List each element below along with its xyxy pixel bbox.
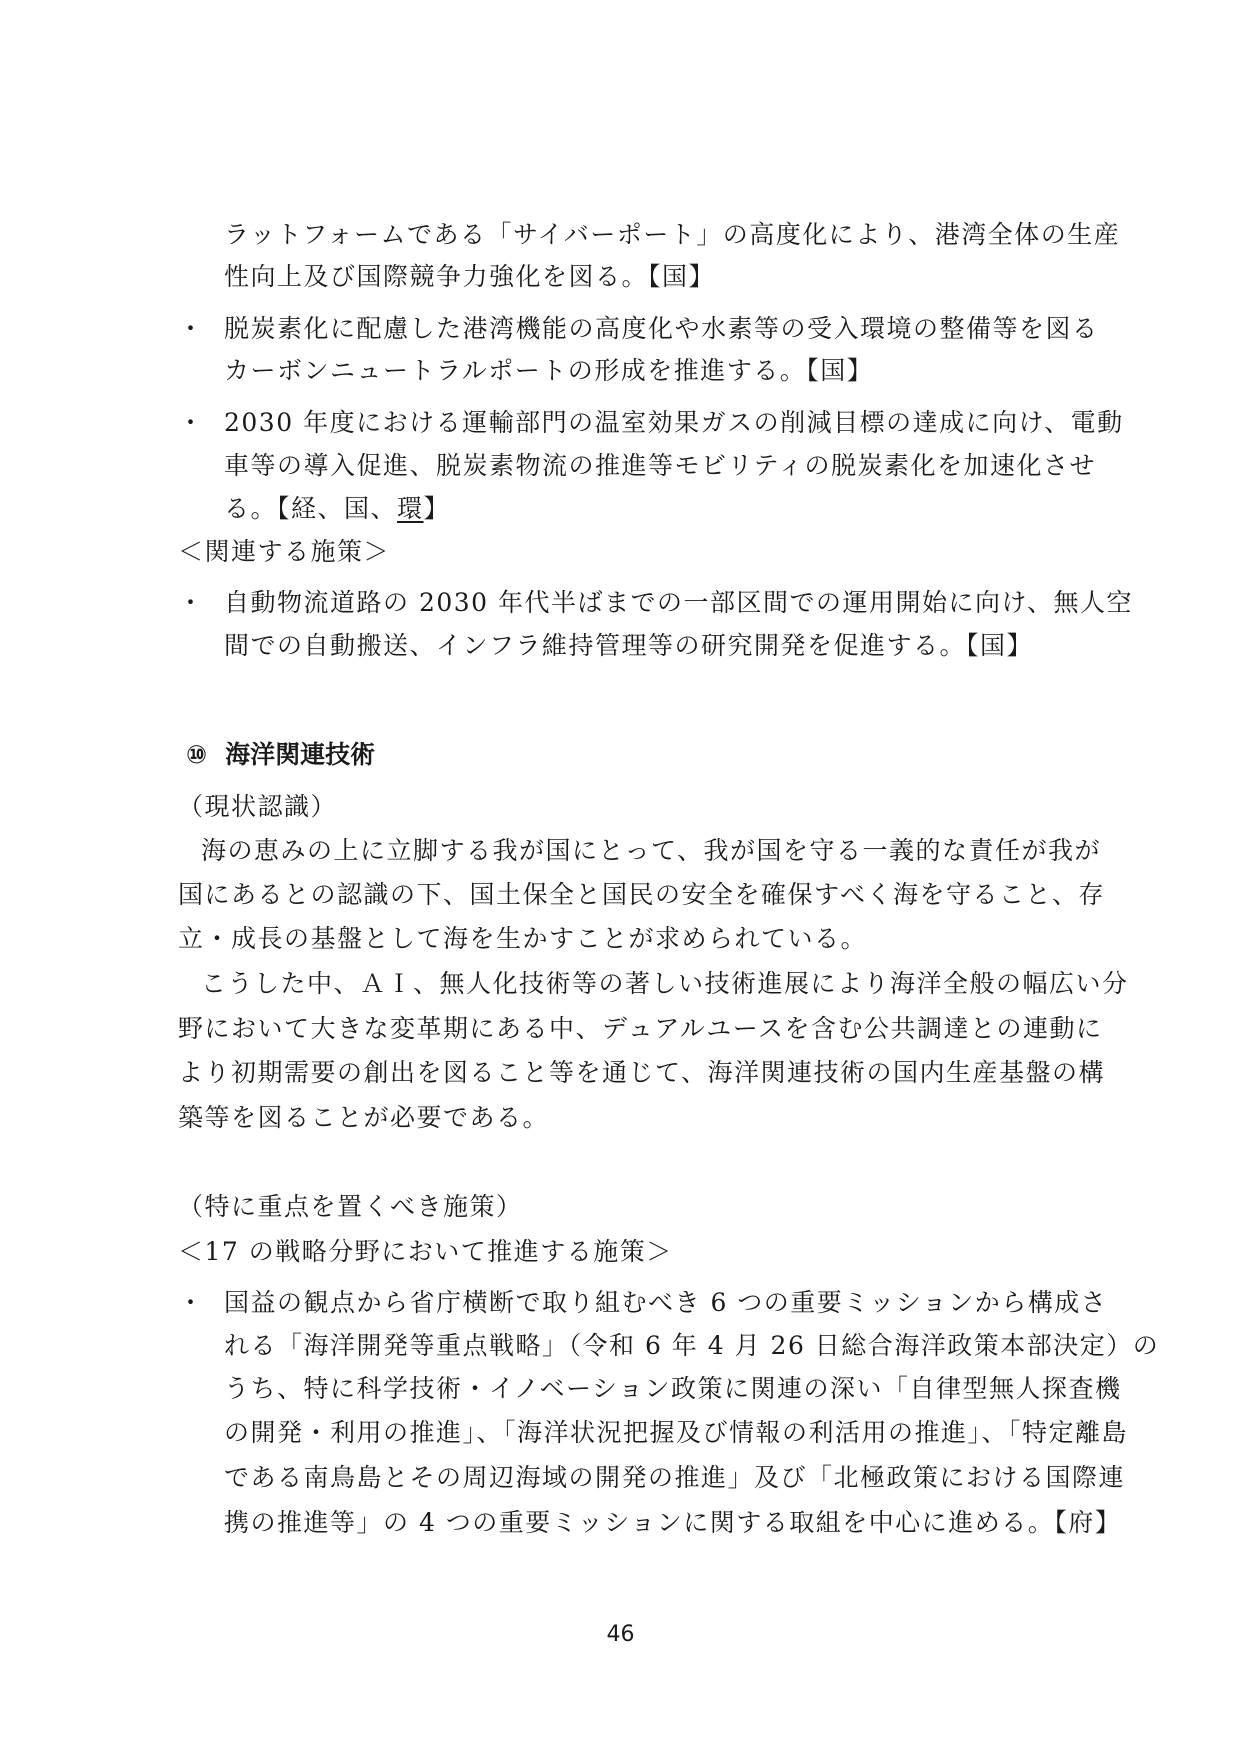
paragraph-line: 築等を図ることが必要である。 xyxy=(178,1103,550,1132)
text-line: 性向上及び国際競争力強化を図る。【国】 xyxy=(224,262,716,291)
subsection-label: ＜17 の戦略分野において推進する施策＞ xyxy=(178,1237,673,1266)
bullet-line: である南鳥島とその周辺海域の開発の推進」及び「北極政策における国際連 xyxy=(224,1463,1126,1492)
bullet-line: カーボンニュートラルポートの形成を推進する。【国】 xyxy=(224,356,874,385)
paragraph-line: 国にあるとの認識の下、国土保全と国民の安全を確保すべく海を守ること、存 xyxy=(178,880,1106,909)
paragraph-line: 海の恵みの上に立脚する我が国にとって、我が国を守る一義的な責任が我が xyxy=(201,836,1102,865)
paragraph-line: 野において大きな変革期にある中、デュアルユースを含む公共調達との連動に xyxy=(178,1014,1103,1043)
text-fragment: 】 xyxy=(423,494,451,523)
bullet-marker: ・ xyxy=(178,1288,205,1317)
bullet-line: れる「海洋開発等重点戦略」（令和 6 年 4 月 26 日総合海洋政策本部決定）の xyxy=(224,1331,1160,1360)
paragraph-line: 立・成長の基盤として海を生かすことが求められている。 xyxy=(178,924,868,953)
bullet-line: うち、特に科学技術・イノベーション政策に関連の深い「自律型無人探査機 xyxy=(224,1374,1122,1403)
bullet-line: 間での自動搬送、インフラ維持管理等の研究開発を促進する。【国】 xyxy=(224,631,1034,660)
section-heading xyxy=(186,740,375,770)
bullet-line: 携の推進等」の 4 つの重要ミッションに関する取組を中心に進める。【府】 xyxy=(224,1508,1122,1537)
bullet-line: 車等の導入促進、脱炭素物流の推進等モビリティの脱炭素化を加速化させ xyxy=(224,451,1097,480)
bullet-marker: ・ xyxy=(178,314,205,343)
bullet-line: 国益の観点から省庁横断で取り組むべき 6 つの重要ミッションから構成さ xyxy=(224,1288,1108,1317)
bullet-marker: ・ xyxy=(178,588,205,617)
bullet-line: 脱炭素化に配慮した港湾機能の高度化や水素等の受入環境の整備等を図る xyxy=(224,314,1099,343)
subsection-label: ＜関連する施策＞ xyxy=(178,537,391,566)
bullet-line xyxy=(224,494,450,524)
subsection-label: （現状認識） xyxy=(178,792,338,821)
text-line: ラットフォームである「サイバーポート」の高度化により、港湾全体の生産 xyxy=(224,220,1121,249)
bullet-line: 2030 年度における運輸部門の温室効果ガスの削減目標の達成に向け、電動 xyxy=(224,408,1124,437)
bullet-line: 自動物流道路の 2030 年代半ばまでの一部区間での運用開始に向け、無人空 xyxy=(224,588,1134,617)
paragraph-line: こうした中、ＡＩ、無人化技術等の著しい技術進展により海洋全般の幅広い分 xyxy=(201,969,1129,998)
section-number: ⑩ xyxy=(186,740,208,769)
underlined-text: 環 xyxy=(397,494,424,523)
subsection-label: （特に重点を置くべき施策） xyxy=(178,1192,523,1221)
text-fragment: る。【経、国、 xyxy=(224,494,398,523)
page-number: 46 xyxy=(606,1622,635,1647)
paragraph-line: より初期需要の創出を図ること等を通じて、海洋関連技術の国内生産基盤の構 xyxy=(178,1058,1106,1087)
section-title: 海洋関連技術 xyxy=(225,740,376,769)
bullet-line: の開発・利用の推進」、「海洋状況把握及び情報の利活用の推進」、「特定離島 xyxy=(224,1418,1129,1447)
bullet-marker: ・ xyxy=(178,408,205,437)
